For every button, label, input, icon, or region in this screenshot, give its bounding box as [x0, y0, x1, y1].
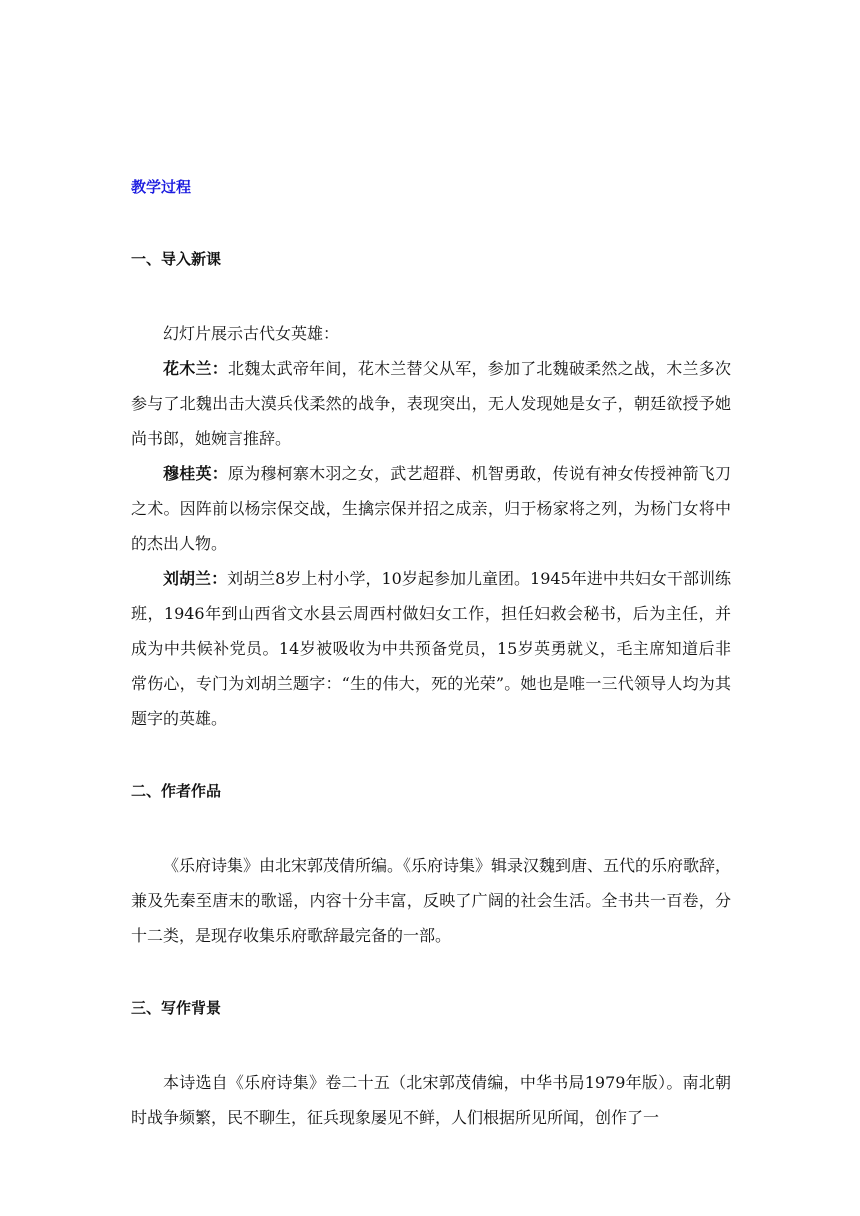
hero-text-mulan: 北魏太武帝年间，花木兰替父从军，参加了北魏破柔然之战，木兰多次参与了北魏出击大漠兵伐柔然的战争，表现突出，无人发现她是女子，朝廷欲授予她尚书郎，她婉言推辞。 — [131, 359, 731, 448]
document-content — [131, 170, 731, 1135]
hero-name-liuhulan: 刘胡兰： — [163, 569, 228, 588]
section-1-title: 一、导入新课 — [131, 250, 222, 268]
teaching-process-heading: 教学过程 — [131, 178, 192, 196]
hero-paragraph-muguiying — [131, 456, 731, 561]
section-3-text: 本诗选自《乐府诗集》卷二十五（北宋郭茂倩编，中华书局1979年版）。南北朝时战争频繁，民不聊生，征兵现象屡见不鲜，人们根据所见所闻，创作了一 — [131, 1073, 731, 1127]
hero-paragraph-mulan — [131, 351, 731, 456]
hero-name-muguiying: 穆桂英： — [163, 464, 228, 483]
section-2-title: 二、作者作品 — [131, 782, 222, 800]
hero-paragraph-liuhulan — [131, 561, 731, 736]
section-2-text: 《乐府诗集》由北宋郭茂倩所编。《乐府诗集》辑录汉魏到唐、五代的乐府歌辞，兼及先秦至唐末的歌谣，内容十分丰富，反映了广阔的社会生活。全书共一百卷，分十二类，是现存收集乐府歌辞最完备的一部。 — [131, 856, 732, 945]
hero-text-liuhulan: 刘胡兰8岁上村小学，10岁起参加儿童团。1945年进中共妇女干部训练班，1946年到山西省文水县云周西村做妇女工作，担任妇救会秘书，后为主任，并成为中共候补党员。14岁被吸收为中共预备党员，15岁英勇就义，毛主席知道后非常伤心，专门为刘胡兰题字：“生的伟大，死的光荣”。她也是唯一三代领导人均为其题字的英雄。 — [131, 569, 731, 728]
hero-text-muguiying: 原为穆柯寨木羽之女，武艺超群、机智勇敢，传说有神女传授神箭飞刀之术。因阵前以杨宗保交战，生擒宗保并招之成亲，归于杨家将之列，为杨门女将中的杰出人物。 — [131, 464, 731, 553]
hero-name-mulan: 花木兰： — [163, 359, 228, 378]
section-3-title: 三、写作背景 — [131, 999, 222, 1017]
section-1-intro: 幻灯片展示古代女英雄： — [163, 324, 340, 343]
